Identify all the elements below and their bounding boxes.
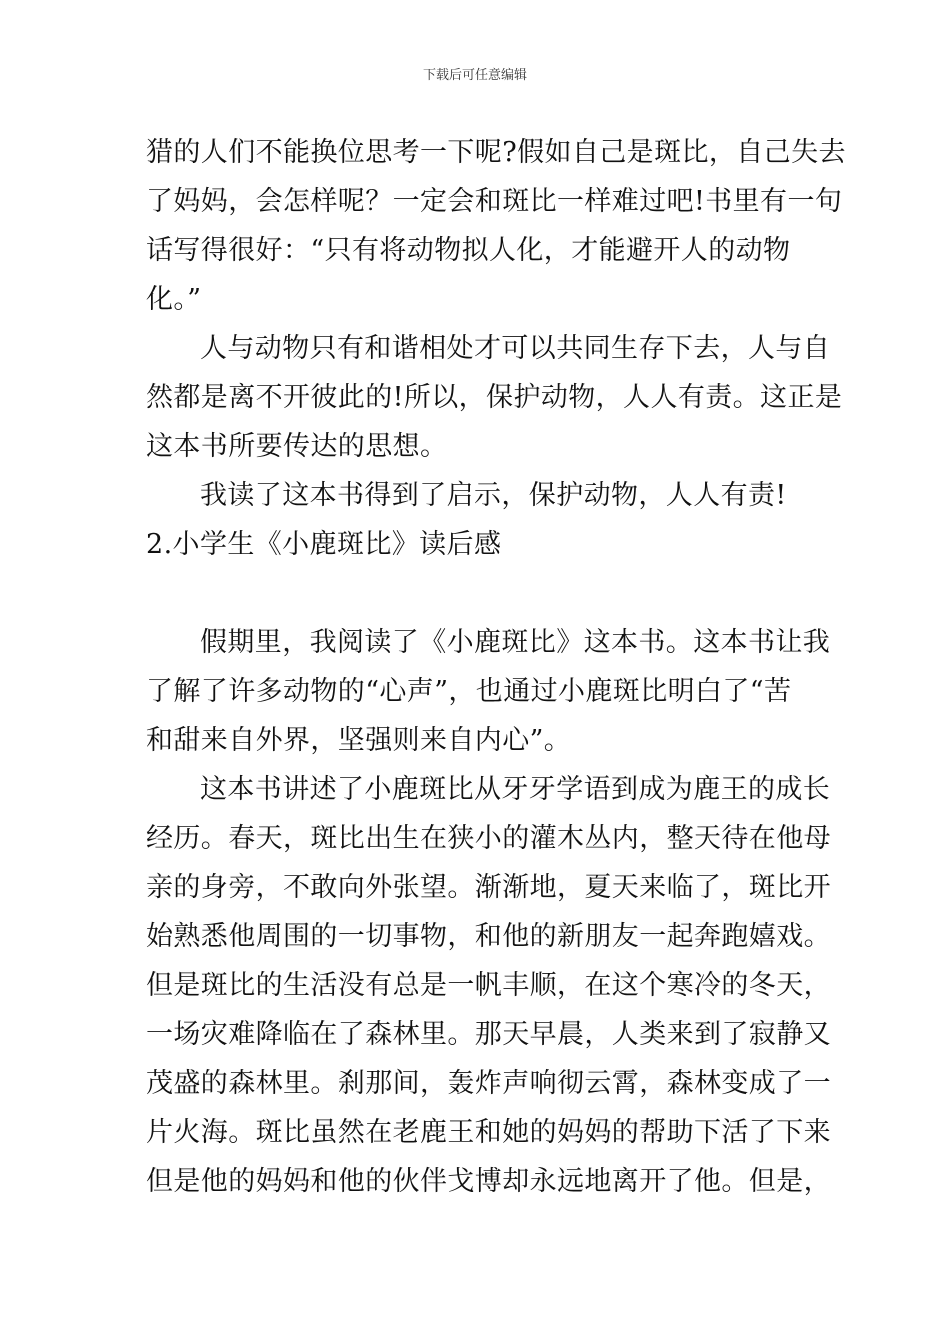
text-line: 化。” [146,284,202,315]
text-line: 但是斑比的生活没有总是一帆丰顺，在这个寒冷的冬天， [146,970,831,1001]
text-line: 亲的身旁，不敢向外张望。渐渐地，夏天来临了，斑比开 [146,872,831,903]
text-line: 话写得很好：“只有将动物拟人化，才能避开人的动物 [146,235,791,266]
paragraph-first-line: 这本书讲述了小鹿斑比从牙牙学语到成为鹿王的成长 [200,774,831,805]
text-line: 猎的人们不能换位思考一下呢?假如自己是斑比，自己失去 [146,137,846,168]
text-line: 和甜来自外界，坚强则来自内心”。 [146,725,572,756]
text-line: 了妈妈，会怎样呢？一定会和斑比一样难过吧!书里有一句 [146,186,843,217]
text-line: 茂盛的森林里。刹那间，轰炸声响彻云霄，森林变成了一 [146,1068,831,1099]
text-line: 这本书所要传达的思想。 [146,431,448,462]
blank-line [146,569,808,618]
text-line: 然都是离不开彼此的!所以，保护动物，人人有责。这正是 [146,382,843,413]
paragraph-first-line: 人与动物只有和谐相处才可以共同生存下去，人与自 [200,333,831,364]
paragraph-first-line: 我读了这本书得到了启示，保护动物，人人有责! [200,480,787,511]
text-line: 但是他的妈妈和他的伙伴戈博却永远地离开了他。但是， [146,1166,831,1197]
paragraph-first-line: 假期里，我阅读了《小鹿斑比》这本书。这本书让我 [200,627,831,658]
section-heading: 2.小学生《小鹿斑比》读后感 [146,529,502,560]
text-line: 了解了许多动物的“心声”，也通过小鹿斑比明白了“苦 [146,676,792,707]
document-body [146,128,846,1206]
text-line: 片火海。斑比虽然在老鹿王和她的妈妈的帮助下活了下来 [146,1117,831,1148]
text-line: 始熟悉他周围的一切事物，和他的新朋友一起奔跑嬉戏。 [146,921,831,952]
page-header: 下载后可任意编辑 [422,68,527,83]
text-line: 一场灾难降临在了森林里。那天早晨，人类来到了寂静又 [146,1019,831,1050]
text-line: 经历。春天，斑比出生在狭小的灌木丛内，整天待在他母 [146,823,831,854]
